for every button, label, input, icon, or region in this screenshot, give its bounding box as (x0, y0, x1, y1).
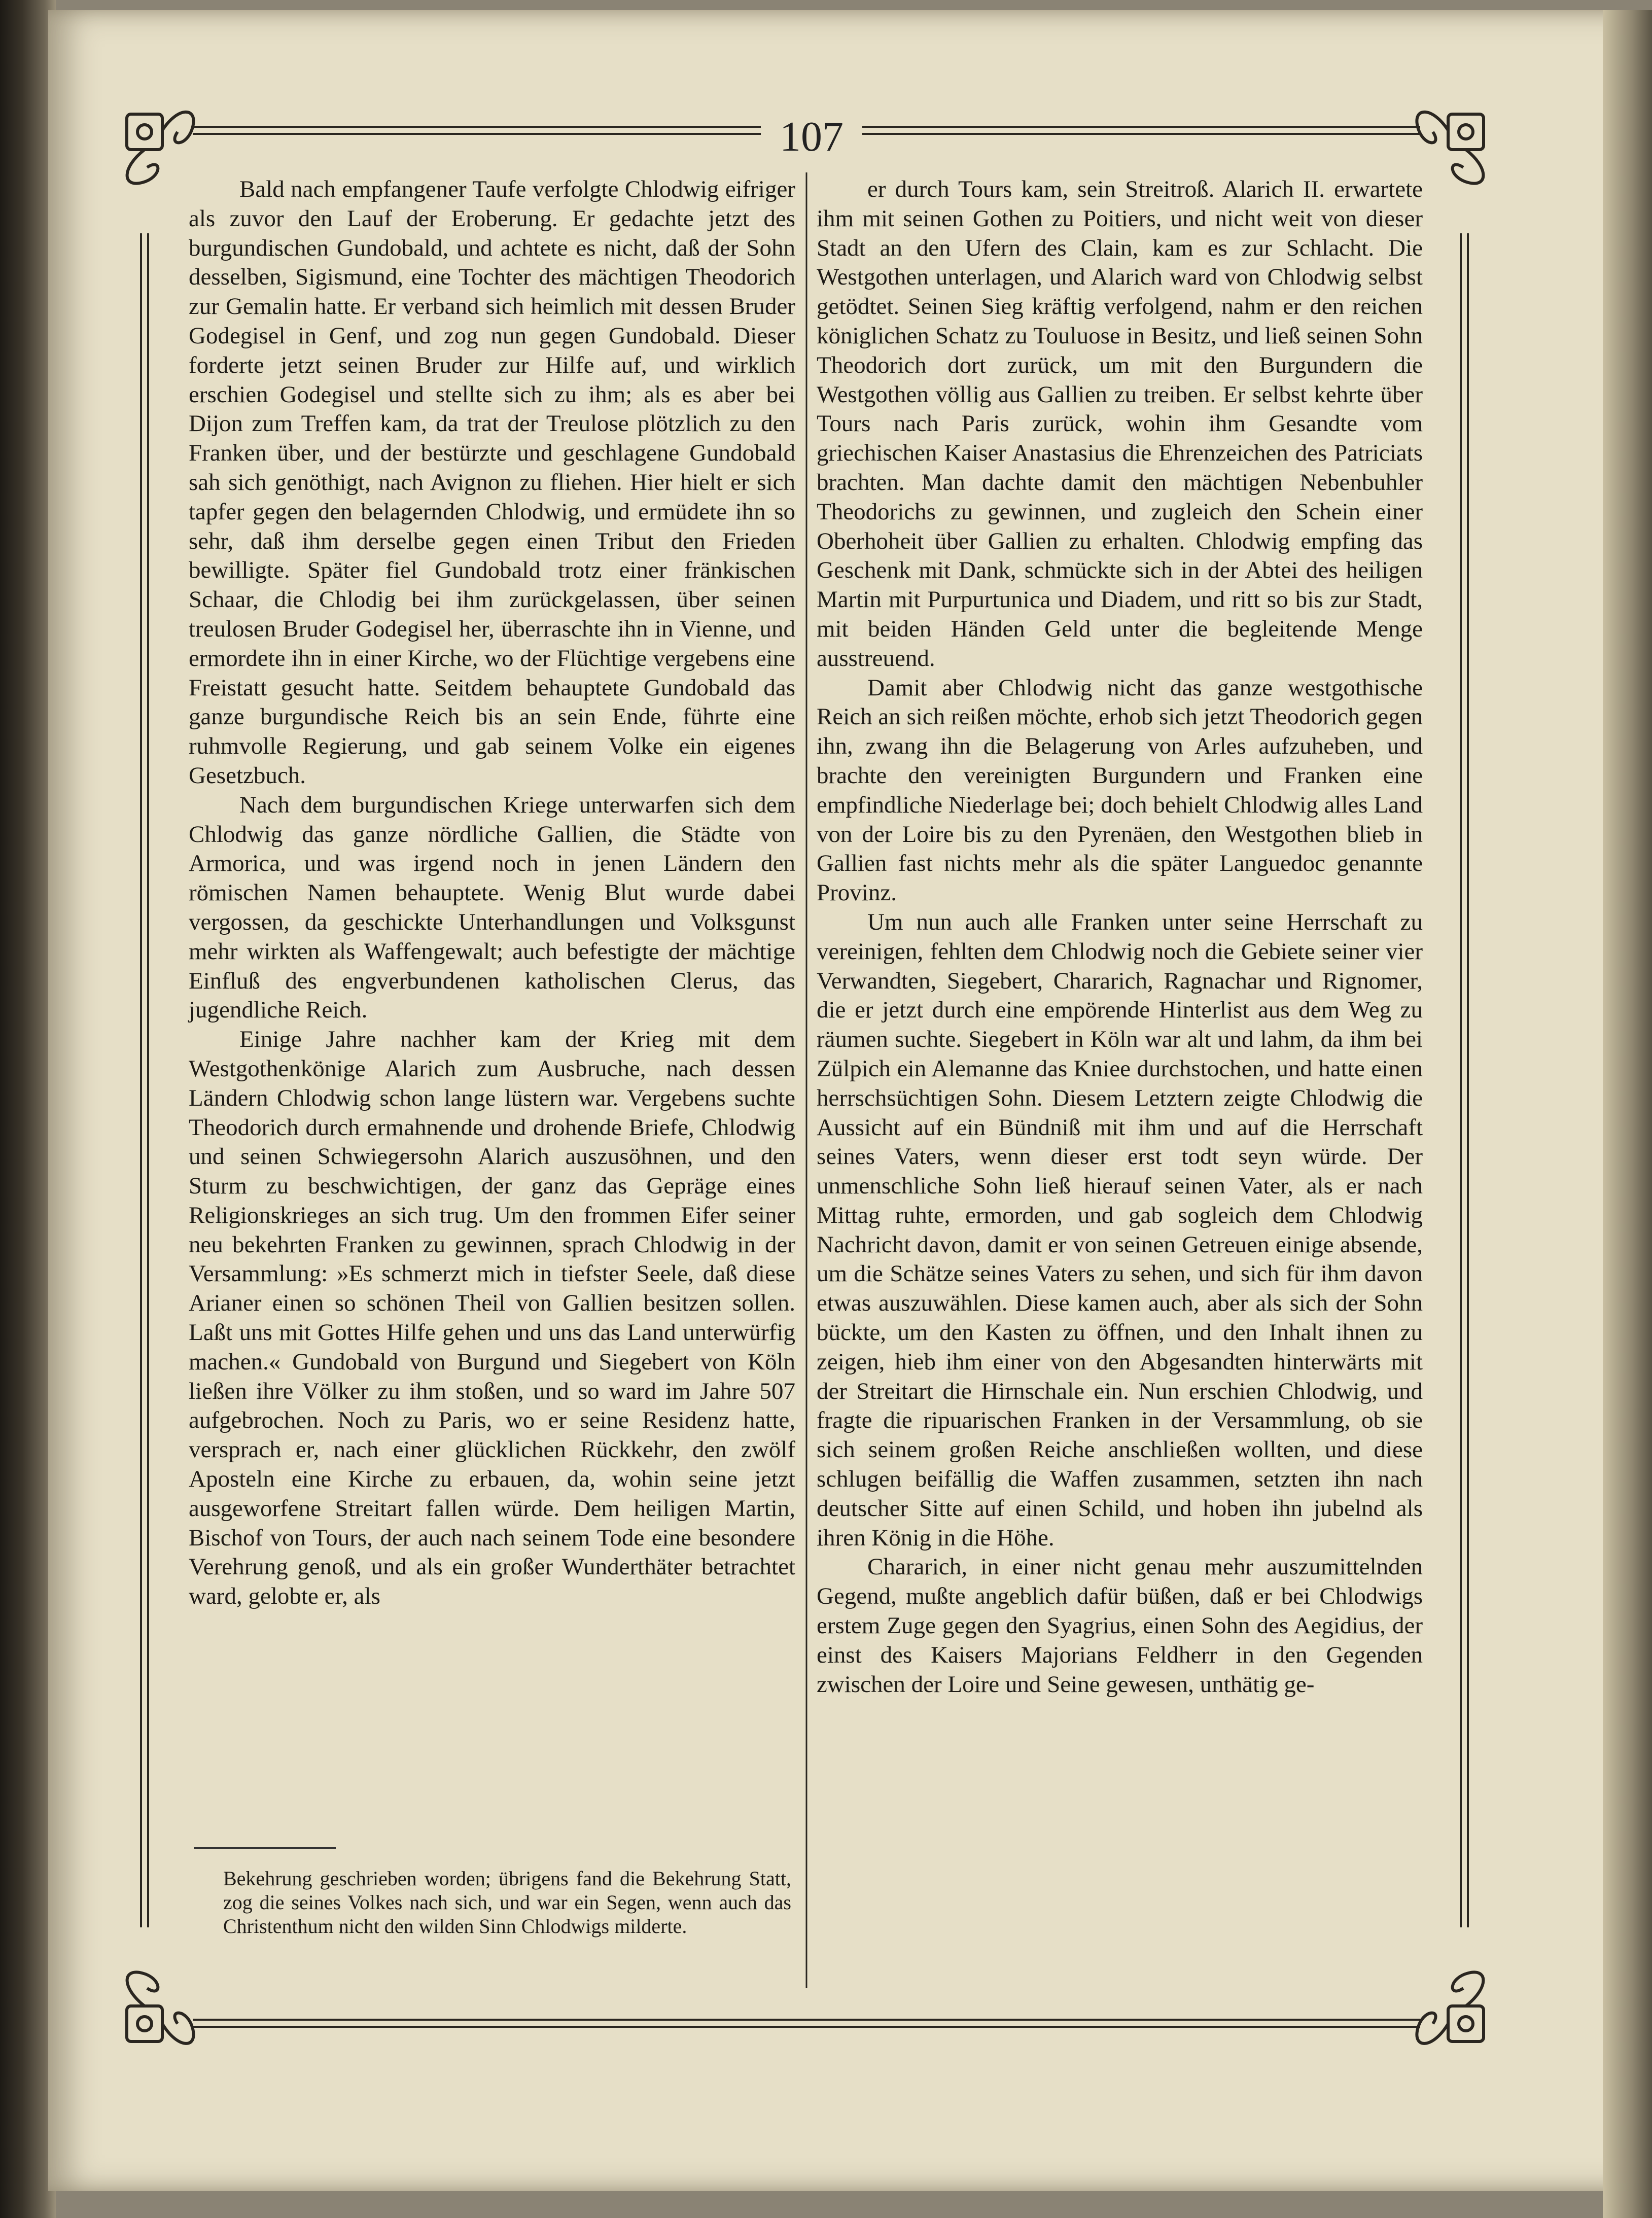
footnote-divider (194, 1847, 336, 1849)
book-binding-shadow (0, 0, 56, 2218)
paragraph: er durch Tours kam, sein Streitroß. Alarich II. erwartete ihm mit seinen Gothen zu Poitiers, und nicht weit von dieser Stadt an den Ufern des Clain, kam es zur Schlacht. Die Westgothen unterlagen, und Alarich ward von Chlodwig selbst getödtet. Seinen Sieg kräftig verfolgend, nahm er den reichen königlichen Schatz zu Touluose in Besitz, und ließ seinen Sohn Theodorich dort zurück, um mit den Burgundern die Westgothen völlig aus Gallien zu treiben. Er selbst kehrte über Tours nach Paris zurück, wohin ihm Gesandte vom griechischen Kaiser Anastasius die Ehrenzeichen des Patriciats brachten. Man dachte damit den mächtigen Nebenbuhler Theodorichs zu gewinnen, und zugleich den Schein einer Oberhoheit über Gallien zu erhalten. Chlodwig empfing das Geschenk mit Dank, schmückte sich in der Abtei des heiligen Martin mit Purpurtunica und Diadem, und ritt so bis zur Stadt, mit beiden Händen Geld unter die begleitende Menge ausstreuend. (817, 176, 1423, 672)
right-column (817, 175, 1423, 1699)
paragraph: Bald nach empfangener Taufe verfolgte Chlodwig eifriger als zuvor den Lauf der Eroberung. Er gedachte jetzt des burgundischen Gundobald, und achtete es nicht, daß der Sohn desselben, Sigismund, eine Tochter des mächtigen Theodorich zur Gemalin hatte. Er verband sich heimlich mit dessen Bruder Godegisel in Genf, und zog nun gegen Gundobald. Dieser forderte jetzt seinen Bruder zur Hilfe auf, und wirklich erschien Godegisel und stellte sich zu ihm; als es aber bei Dijon zum Treffen kam, da trat der Treulose plötzlich zu den Franken über, und der bestürzte und geschlagene Gundobald sah sich genöthigt, nach Avignon zu fliehen. Hier hielt er sich tapfer gegen den belagernden Chlodwig, und ermüdete ihn so sehr, daß ihm derselbe gegen einen Tribut den Frieden bewilligte. Später fiel Gundobald trotz einer fränkischen Schaar, die Chlodig bei ihm zurückgelassen, über seinen treulosen Bruder Godegisel her, überraschte ihn in Vienne, und ermordete ihn in einer Kirche, wo der Flüchtige vergebens eine Freistatt gesucht hatte. Seitdem behauptete Gundobald das ganze burgundische Reich bis an sein Ende, führte eine ruhmvolle Regierung, und gab seinem Volke ein eigenes Gesetzbuch. (189, 176, 795, 789)
footnote: Bekehrung geschrieben worden; übrigens fand die Bekehrung Statt, zog die seines Volkes nach sich, und war ein Segen, wenn auch das Christenthum nicht den wilden Sinn Chlodwigs milderte. (223, 1867, 791, 1938)
paragraph: Um nun auch alle Franken unter seine Herrschaft zu vereinigen, fehlten dem Chlodwig noch die Gebiete seiner vier Verwandten, Siegebert, Chararich, Ragnachar und Rignomer, die er jetzt durch eine empörende Hinterlist aus dem Weg zu räumen suchte. Siegebert in Köln war alt und lahm, da ihm bei Zülpich ein Alemanne das Kniee durchstochen, und hatte einen herrschsüchtigen Sohn. Diesem Letztern zeigte Chlodwig die Aussicht auf ein Bündniß mit ihm und auf die Herrschaft seines Vaters, wenn dieser erst todt seyn würde. Der unmenschliche Sohn ließ hierauf seinen Vater, als er nach Mittag ruhte, ermorden, und gab sogleich dem Chlodwig Nachricht davon, damit er von seinen Getreuen einige absende, um die Schätze seines Vaters zu sehen, und sich für ihm davon etwas auszuwählen. Diese kamen auch, aber als sich der Sohn bückte, um den Kasten zu öffnen, und den Inhalt ihnen zu zeigen, hieb ihm einer von den Abgesandten hinterwärts mit der Streitart die Hirnschale ein. Nun erschien Chlodwig, und fragte die ripuarischen Franken in der Versammlung, ob sie sich seinem großen Reiche anschließen wollten, und diese schlugen beifällig die Waffen zusammen, setzten ihn nach deutscher Sitte auf einen Schild, und hoben ihn jubelnd als ihren König in die Höhe. (817, 908, 1423, 1551)
paragraph: Nach dem burgundischen Kriege unterwarfen sich dem Chlodwig das ganze nördliche Gallien, die Städte von Armorica, und was irgend noch in jenen Ländern den römischen Namen behauptete. Wenig Blut wurde dabei vergossen, da geschickte Unterhandlungen und Volksgunst mehr wirkten als Waffengewalt; auch befestigte der mächtige Einfluß des engverbundenen katholischen Clerus, das jugendliche Reich. (189, 791, 795, 1024)
paragraph: Einige Jahre nachher kam der Krieg mit dem Westgothenkönige Alarich zum Ausbruche, nach dessen Ländern Chlodwig schon lange lüstern war. Vergebens suchte Theodorich durch ermahnende und drohende Briefe, Chlodwig und seinen Schwiegersohn Alarich auszusöhnen, und den Sturm zu beschwichtigen, der ganz das Gepräge eines Religionskrieges an sich trug. Um den frommen Eifer seiner neu bekehrten Franken zu gewinnen, sprach Chlodwig in der Versammlung: »Es schmerzt mich in tiefster Seele, daß diese Arianer einen so schönen Theil von Gallien besitzen sollen. Laßt uns mit Gottes Hilfe gehen und uns das Land unterwürfig machen.« Gundobald von Burgund und Siegebert von Köln ließen ihre Völker zu ihm stoßen, und so ward im Jahre 507 aufgebrochen. Noch zu Paris, wo er seine Residenz hatte, versprach er, nach einer glücklichen Rückkehr, den zwölf Aposteln eine Kirche zu erbauen, da, wohin seine jetzt ausgeworfene Streitart fallen würde. Dem heiligen Martin, Bischof von Tours, der auch nach seinem Tode eine besondere Verehrung genoß, und als ein großer Wunderthäter betrachtet ward, gelobte er, als (189, 1026, 795, 1610)
paragraph: Chararich, in einer nicht genau mehr auszumittelnden Gegend, mußte angeblich dafür büßen, daß er bei Chlodwigs erstem Zuge gegen den Syagrius, einen Sohn des Aegidius, der einst des Kaisers Majorians Feldherr in den Gegenden zwischen der Loire und Seine gewesen, unthätig ge- (817, 1554, 1423, 1698)
page-edge (1603, 10, 1652, 2218)
page-number: 107 (761, 112, 862, 162)
left-column (189, 175, 795, 1611)
paragraph: Damit aber Chlodwig nicht das ganze westgothische Reich an sich reißen möchte, erhob sich jetzt Theodorich gegen ihn, zwang ihn die Belagerung von Arles aufzuheben, und brachte den vereinigten Burgundern und Franken eine empfindliche Niederlage bei; doch behielt Chlodwig alles Land von der Loire bis zu den Pyrenäen, den Westgothen blieb in Gallien fast nichts mehr als die später Languedoc genannte Provinz. (817, 674, 1423, 906)
